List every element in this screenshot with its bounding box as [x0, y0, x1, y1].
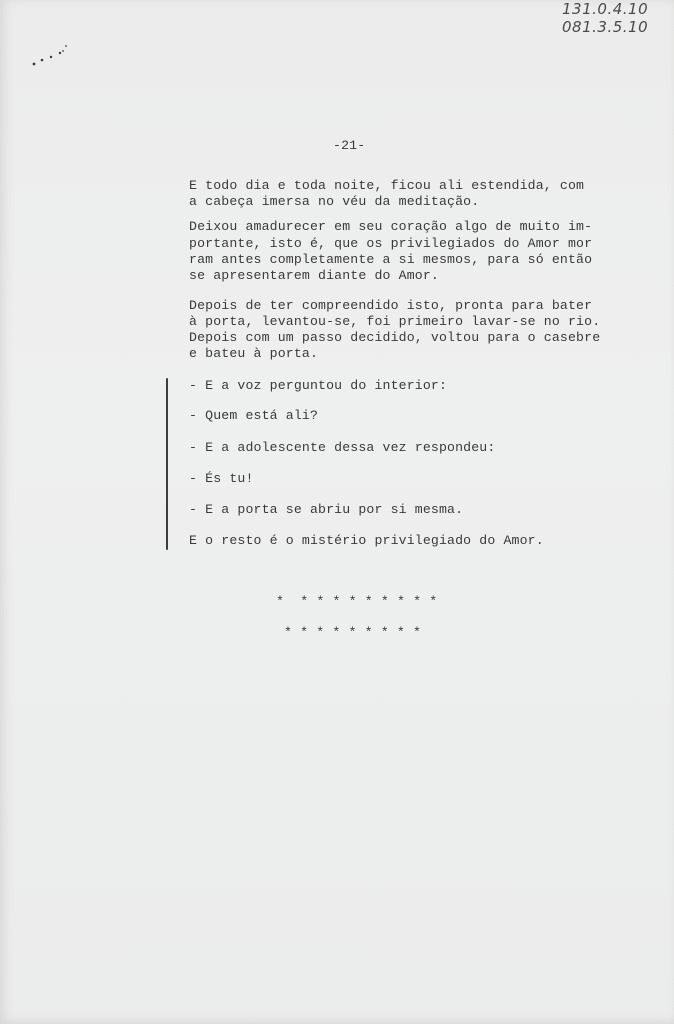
dialogue-line-4: - És tu! — [189, 471, 254, 486]
paragraph-2-line-4: se apresentarem diante do Amor. — [189, 268, 439, 283]
asterisk-separator-1: * * * * * * * * * * — [276, 594, 438, 609]
paragraph-3-line-2: à porta, levantou-se, foi primeiro lavar-se no rio. — [189, 314, 601, 329]
archive-code-2: 081.3.5.10 — [562, 18, 649, 36]
asterisk-separator-2: * * * * * * * * * — [284, 625, 422, 640]
margin-pencil-line — [166, 378, 168, 550]
paragraph-2-line-2: portante, isto é, que os privilegiados do Amor mor — [189, 236, 593, 251]
dialogue-line-2: - Quem está ali? — [189, 408, 319, 423]
closing-line: E o resto é o mistério privilegiado do Amor. — [189, 533, 544, 548]
paragraph-2-line-1: Deixou amadurecer em seu coração algo de muito im- — [189, 219, 593, 234]
paragraph-3-line-4: e bateu à porta. — [189, 346, 319, 361]
page-number: -21- — [333, 138, 366, 153]
paragraph-2-line-3: ram antes completamente a si mesmos, para só então — [189, 252, 593, 267]
dialogue-line-1: - E a voz perguntou do interior: — [189, 378, 448, 393]
dialogue-line-3: - E a adolescente dessa vez respondeu: — [189, 440, 496, 455]
ink-specks-mark — [30, 42, 74, 68]
paragraph-1-line-1: E todo dia e toda noite, ficou ali estendida, com — [189, 178, 585, 193]
archive-code-1: 131.0.4.10 — [562, 0, 649, 18]
paragraph-3-line-1: Depois de ter compreendido isto, pronta para bater — [189, 298, 593, 313]
dialogue-line-5: - E a porta se abriu por si mesma. — [189, 502, 464, 517]
paragraph-1-line-2: a cabeça imersa no véu da meditação. — [189, 194, 480, 209]
paragraph-3-line-3: Depois com um passo decidido, voltou para o casebre — [189, 330, 601, 345]
